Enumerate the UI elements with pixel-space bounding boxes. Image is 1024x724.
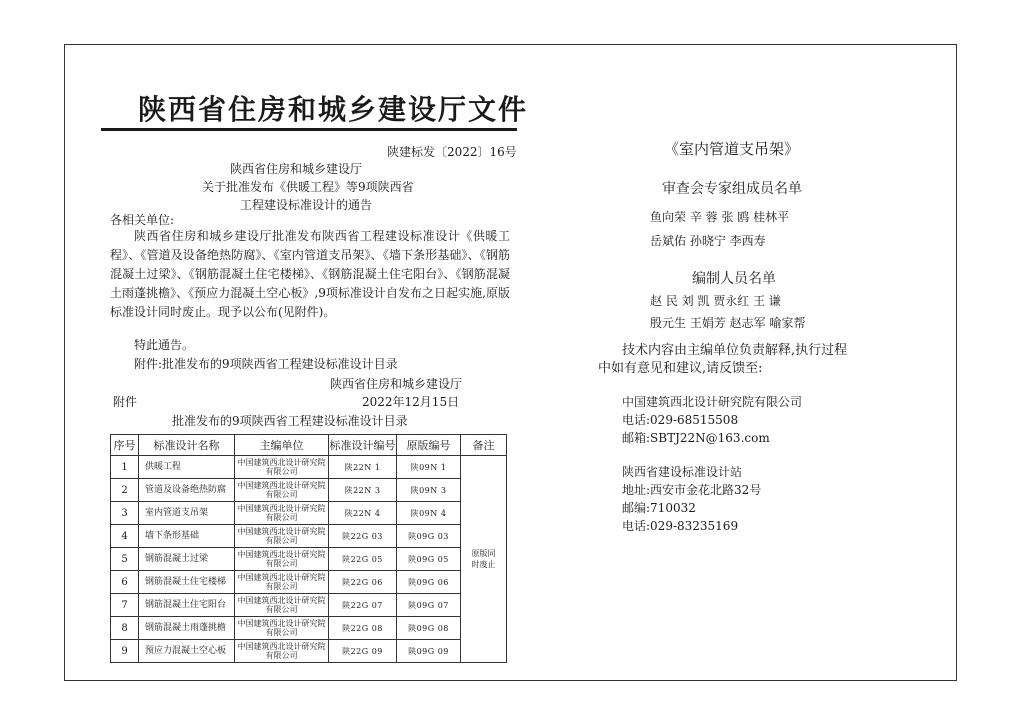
standard-name: 钢筋混凝土过梁 bbox=[139, 548, 235, 571]
standard-code: 陕22N 4 bbox=[329, 502, 397, 525]
original-code: 陕09G 08 bbox=[397, 617, 461, 640]
standard-code: 陕22G 05 bbox=[329, 548, 397, 571]
standard-code: 陕22G 06 bbox=[329, 571, 397, 594]
row-number: 9 bbox=[111, 640, 139, 663]
column-header: 标准设计名称 bbox=[139, 435, 235, 456]
org2-name: 陕西省建设标准设计站 bbox=[622, 465, 743, 479]
row-number: 4 bbox=[111, 525, 139, 548]
remark-line: 原版同 bbox=[471, 549, 496, 558]
org2-phone: 电话:029-83235169 bbox=[622, 519, 739, 533]
book-title: 《室内管道支吊架》 bbox=[664, 140, 800, 158]
table-row bbox=[111, 640, 507, 663]
standard-name: 墙下条形基础 bbox=[139, 525, 235, 548]
editor-unit: 中国建筑西北设计研究院有限公司 bbox=[235, 594, 329, 617]
column-header: 备注 bbox=[461, 435, 507, 456]
org1-phone: 电话:029-68515508 bbox=[622, 413, 739, 427]
editor-names-line: 殷元生 王娟芳 赵志军 喻家帮 bbox=[650, 316, 806, 330]
column-header: 原版编号 bbox=[397, 435, 461, 456]
review-names-line: 鱼向荣 辛 蓉 张 鸥 桂林平 bbox=[650, 210, 790, 224]
header-rule bbox=[101, 128, 517, 131]
attachment-title: 批准发布的9项陕西省工程建设标准设计目录 bbox=[172, 414, 408, 428]
salutation: 各相关单位: bbox=[110, 213, 175, 227]
original-code: 陕09N 4 bbox=[397, 502, 461, 525]
attachment-label: 附件 bbox=[113, 395, 138, 409]
review-names-line: 岳斌佑 孙晓宁 李西寿 bbox=[650, 234, 766, 248]
original-code: 陕09G 05 bbox=[397, 548, 461, 571]
editor-unit: 中国建筑西北设计研究院有限公司 bbox=[235, 456, 329, 479]
standard-name: 供暖工程 bbox=[139, 456, 235, 479]
standard-code: 陕22G 03 bbox=[329, 525, 397, 548]
editor-names-line: 赵 民 刘 凯 贾永红 王 谦 bbox=[650, 294, 781, 308]
feedback-line: 技术内容由主编单位负责解释,执行过程 bbox=[622, 343, 848, 358]
table-row bbox=[111, 617, 507, 640]
standard-name: 钢筋混凝土住宅楼梯 bbox=[139, 571, 235, 594]
row-number: 7 bbox=[111, 594, 139, 617]
table-row bbox=[111, 502, 507, 525]
standard-name: 钢筋混凝土雨蓬挑檐 bbox=[139, 617, 235, 640]
row-number: 2 bbox=[111, 479, 139, 502]
row-number: 5 bbox=[111, 548, 139, 571]
original-code: 陕09G 06 bbox=[397, 571, 461, 594]
standard-name: 钢筋混凝土住宅阳台 bbox=[139, 594, 235, 617]
review-panel-heading: 审查会专家组成员名单 bbox=[662, 181, 802, 197]
org1-name: 中国建筑西北设计研究院有限公司 bbox=[622, 395, 803, 409]
row-number: 1 bbox=[111, 456, 139, 479]
notice-closing: 特此通告。 bbox=[134, 338, 195, 352]
table-row bbox=[111, 571, 507, 594]
table-row bbox=[111, 456, 507, 479]
editor-unit: 中国建筑西北设计研究院有限公司 bbox=[235, 548, 329, 571]
table-row bbox=[111, 525, 507, 548]
row-number: 8 bbox=[111, 617, 139, 640]
document-header-title: 陕西省住房和城乡建设厅文件 bbox=[138, 93, 529, 126]
original-code: 陕09G 07 bbox=[397, 594, 461, 617]
remark-line: 时废止 bbox=[471, 560, 496, 569]
column-header: 标准设计编号 bbox=[329, 435, 397, 456]
standard-code: 陕22G 07 bbox=[329, 594, 397, 617]
org2-address: 地址:西安市金花北路32号 bbox=[622, 483, 762, 497]
original-code: 陕09G 03 bbox=[397, 525, 461, 548]
editors-heading: 编制人员名单 bbox=[692, 271, 776, 287]
editor-unit: 中国建筑西北设计研究院有限公司 bbox=[235, 479, 329, 502]
editor-unit: 中国建筑西北设计研究院有限公司 bbox=[235, 617, 329, 640]
table-row bbox=[111, 594, 507, 617]
org1-email: 邮箱:SBTJ22N@163.com bbox=[622, 431, 770, 445]
standard-code: 陕22N 1 bbox=[329, 456, 397, 479]
editor-unit: 中国建筑西北设计研究院有限公司 bbox=[235, 525, 329, 548]
column-header: 主编单位 bbox=[235, 435, 329, 456]
standard-code: 陕22G 08 bbox=[329, 617, 397, 640]
remark-cell bbox=[461, 456, 507, 663]
notice-title-line1: 关于批准发布《供暖工程》等9项陕西省 bbox=[202, 180, 414, 194]
column-header: 序号 bbox=[111, 435, 139, 456]
signature: 陕西省住房和城乡建设厅 bbox=[330, 377, 463, 391]
standards-table bbox=[110, 434, 507, 663]
table-row bbox=[111, 479, 507, 502]
table-row bbox=[111, 548, 507, 571]
standard-code: 陕22G 09 bbox=[329, 640, 397, 663]
table-header-row bbox=[111, 435, 507, 456]
attachment-reference: 附件:批准发布的9项陕西省工程建设标准设计目录 bbox=[134, 357, 398, 371]
original-code: 陕09N 1 bbox=[397, 456, 461, 479]
editor-unit: 中国建筑西北设计研究院有限公司 bbox=[235, 502, 329, 525]
standard-code: 陕22N 3 bbox=[329, 479, 397, 502]
notice-date: 2022年12月15日 bbox=[362, 395, 460, 409]
org2-postcode: 邮编:710032 bbox=[622, 501, 696, 515]
row-number: 6 bbox=[111, 571, 139, 594]
editor-unit: 中国建筑西北设计研究院有限公司 bbox=[235, 571, 329, 594]
doc-number: 陕建标发〔2022〕16号 bbox=[387, 145, 517, 159]
standard-name: 室内管道支吊架 bbox=[139, 502, 235, 525]
editor-unit: 中国建筑西北设计研究院有限公司 bbox=[235, 640, 329, 663]
standard-name: 管道及设备绝热防腐 bbox=[139, 479, 235, 502]
notice-issuer: 陕西省住房和城乡建设厅 bbox=[230, 162, 363, 176]
row-number: 3 bbox=[111, 502, 139, 525]
feedback-line: 中如有意见和建议,请反馈至: bbox=[598, 361, 763, 376]
original-code: 陕09N 3 bbox=[397, 479, 461, 502]
standard-name: 预应力混凝土空心板 bbox=[139, 640, 235, 663]
original-code: 陕09G 09 bbox=[397, 640, 461, 663]
notice-body: 陕西省住房和城乡建设厅批准发布陕西省工程建设标准设计《供暖工程》、《管道及设备绝热防腐》、《室内管道支吊架》、《墙下条形基础》、《钢筋混凝土过梁》、《钢筋混凝土住宅楼梯》、《钢筋混凝土住宅阳台》、《钢筋混凝土雨蓬挑檐》、《预应力混凝土空心板》,9项标准设计自发布之日起实施,原版标准设计同时废止。现予以公布(见附件)。 bbox=[110, 229, 510, 319]
notice-title-line2: 工程建设标准设计的通告 bbox=[240, 198, 373, 212]
